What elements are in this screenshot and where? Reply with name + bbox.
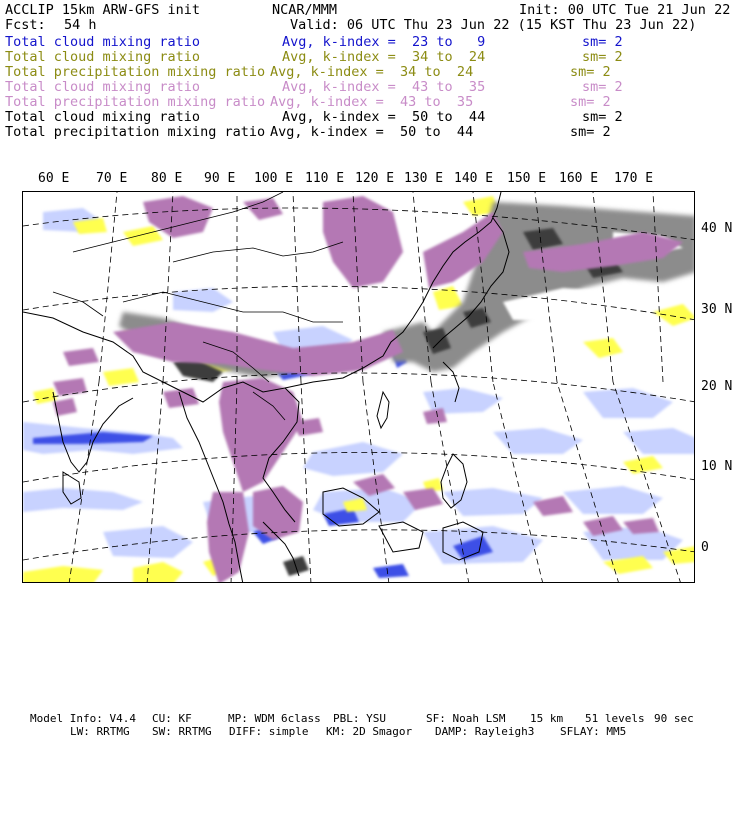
longitude-label: 150 E xyxy=(507,171,547,186)
organization-label: NCAR/MMM xyxy=(272,2,338,18)
field-smoothing: sm= 2 xyxy=(582,49,623,65)
purple-cloud-layer xyxy=(53,196,683,583)
longitude-label: 120 E xyxy=(355,171,395,186)
longitude-label: 130 E xyxy=(404,171,444,186)
field-k-index: Avg, k-index = 43 to 35 xyxy=(270,94,474,110)
field-k-index: Avg, k-index = 50 to 44 xyxy=(270,124,474,140)
valid-time: Valid: 06 UTC Thu 23 Jun 22 (15 KST Thu 23 Jun 22) xyxy=(290,17,697,33)
field-row xyxy=(5,50,730,65)
field-k-index: Avg, k-index = 43 to 35 xyxy=(282,79,486,95)
longwave-scheme: LW: RRTMG xyxy=(70,725,130,738)
field-k-index: Avg, k-index = 34 to 24 xyxy=(270,64,474,80)
field-label: Total cloud mixing ratio xyxy=(5,34,201,50)
model-title: ACCLIP 15km ARW-GFS init xyxy=(5,2,201,18)
longitude-label: 170 E xyxy=(614,171,654,186)
diffusion-scheme: DIFF: simple xyxy=(229,725,309,738)
field-row xyxy=(5,80,730,95)
latitude-label: 10 N xyxy=(701,459,733,474)
field-k-index: Avg, k-index = 23 to 9 xyxy=(282,34,486,50)
latitude-label: 20 N xyxy=(701,379,733,394)
surface-layer-scheme: SFLAY: MM5 xyxy=(560,725,627,738)
time-step: 90 sec xyxy=(654,712,694,725)
damping-scheme: DAMP: Rayleigh3 xyxy=(435,725,535,738)
field-row xyxy=(5,95,730,110)
field-label: Total cloud mixing ratio xyxy=(5,79,201,95)
field-smoothing: sm= 2 xyxy=(570,94,611,110)
field-label: Total precipitation mixing ratio xyxy=(5,124,266,140)
longitude-label: 140 E xyxy=(454,171,494,186)
latitude-label: 0 xyxy=(701,540,709,555)
surface-scheme: SF: Noah LSM xyxy=(426,712,506,725)
longitude-label: 110 E xyxy=(305,171,345,186)
field-k-index: Avg, k-index = 34 to 24 xyxy=(282,49,486,65)
model-version: Model Info: V4.4 xyxy=(30,712,136,725)
field-k-index: Avg, k-index = 50 to 44 xyxy=(282,109,486,125)
forecast-map xyxy=(22,191,695,583)
longitude-label: 160 E xyxy=(559,171,599,186)
field-row xyxy=(5,65,730,80)
field-label: Total cloud mixing ratio xyxy=(5,109,201,125)
vertical-levels: 51 levels xyxy=(585,712,645,725)
longitude-label: 70 E xyxy=(96,171,128,186)
field-smoothing: sm= 2 xyxy=(582,79,623,95)
grid-resolution: 15 km xyxy=(530,712,564,725)
latitude-label: 30 N xyxy=(701,302,733,317)
microphysics-scheme: MP: WDM 6class xyxy=(228,712,321,725)
forecast-hour: 54 h xyxy=(64,17,97,33)
longitude-label: 90 E xyxy=(204,171,236,186)
field-smoothing: sm= 2 xyxy=(570,124,611,140)
longitude-label: 100 E xyxy=(254,171,294,186)
shortwave-scheme: SW: RRTMG xyxy=(152,725,212,738)
cumulus-scheme: CU: KF xyxy=(152,712,192,725)
longitude-label: 80 E xyxy=(151,171,183,186)
field-row xyxy=(5,125,730,140)
field-label: Total precipitation mixing ratio xyxy=(5,94,266,110)
field-smoothing: sm= 2 xyxy=(570,64,611,80)
init-time: Init: 00 UTC Tue 21 Jun 22 xyxy=(519,2,731,18)
field-label: Total precipitation mixing ratio xyxy=(5,64,266,80)
pbl-scheme: PBL: YSU xyxy=(333,712,386,725)
field-row xyxy=(5,110,730,125)
model-info-line-2 xyxy=(30,725,627,816)
field-label: Total cloud mixing ratio xyxy=(5,49,201,65)
forecast-label: Fcst: xyxy=(5,17,46,33)
map-canvas xyxy=(23,192,695,583)
longitude-label: 60 E xyxy=(38,171,70,186)
field-smoothing: sm= 2 xyxy=(582,109,623,125)
field-row xyxy=(5,35,730,50)
field-smoothing: sm= 2 xyxy=(582,34,623,50)
latitude-label: 40 N xyxy=(701,221,733,236)
km-scheme: KM: 2D Smagor xyxy=(326,725,413,738)
